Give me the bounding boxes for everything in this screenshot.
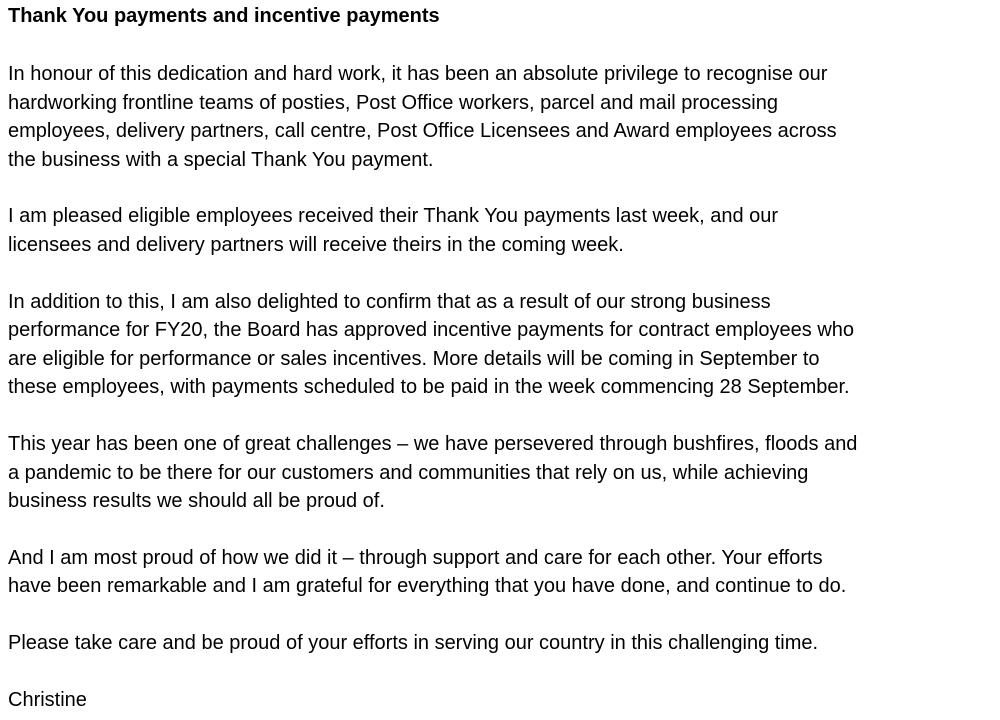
- paragraph-year-challenges: This year has been one of great challenges – we have persevered through bushfires, floods and a pandemic to be there for our customers and communities that rely on us, while achieving business results we should all be proud of.: [8, 432, 858, 513]
- paragraph-proud-of-support: And I am most proud of how we did it – through support and care for each other. Your efforts have been remarkable and I am grateful for everything that you have done, and continue to do.: [8, 546, 847, 598]
- document-title: Thank You payments and incentive payments: [8, 5, 440, 27]
- paragraph-incentive-payments: In addition to this, I am also delighted to confirm that as a result of our strong business performance for FY20, the Board has approved incentive payments for contract employees who are eligible for performance or sales incentives. More details will be coming in September to these employees, with payments scheduled to be paid in the week commencing 28 September.: [8, 290, 855, 399]
- document-page: [8, 0, 998, 714]
- paragraph-closing: Please take care and be proud of your efforts in serving our country in this challenging time.: [8, 631, 819, 654]
- paragraph-payment-timing: I am pleased eligible employees received their Thank You payments last week, and our licensees and delivery partners will receive theirs in the coming week.: [8, 205, 779, 256]
- signature: Christine: [8, 688, 87, 711]
- paragraph-thank-you-recognition: In honour of this dedication and hard work, it has been an absolute privilege to recognise our hardworking frontline teams of posties, Post Office workers, parcel and mail processing employees, delivery partners, call centre, Post Office Licensees and Award employees across the business with a special Thank You payment.: [8, 63, 837, 171]
